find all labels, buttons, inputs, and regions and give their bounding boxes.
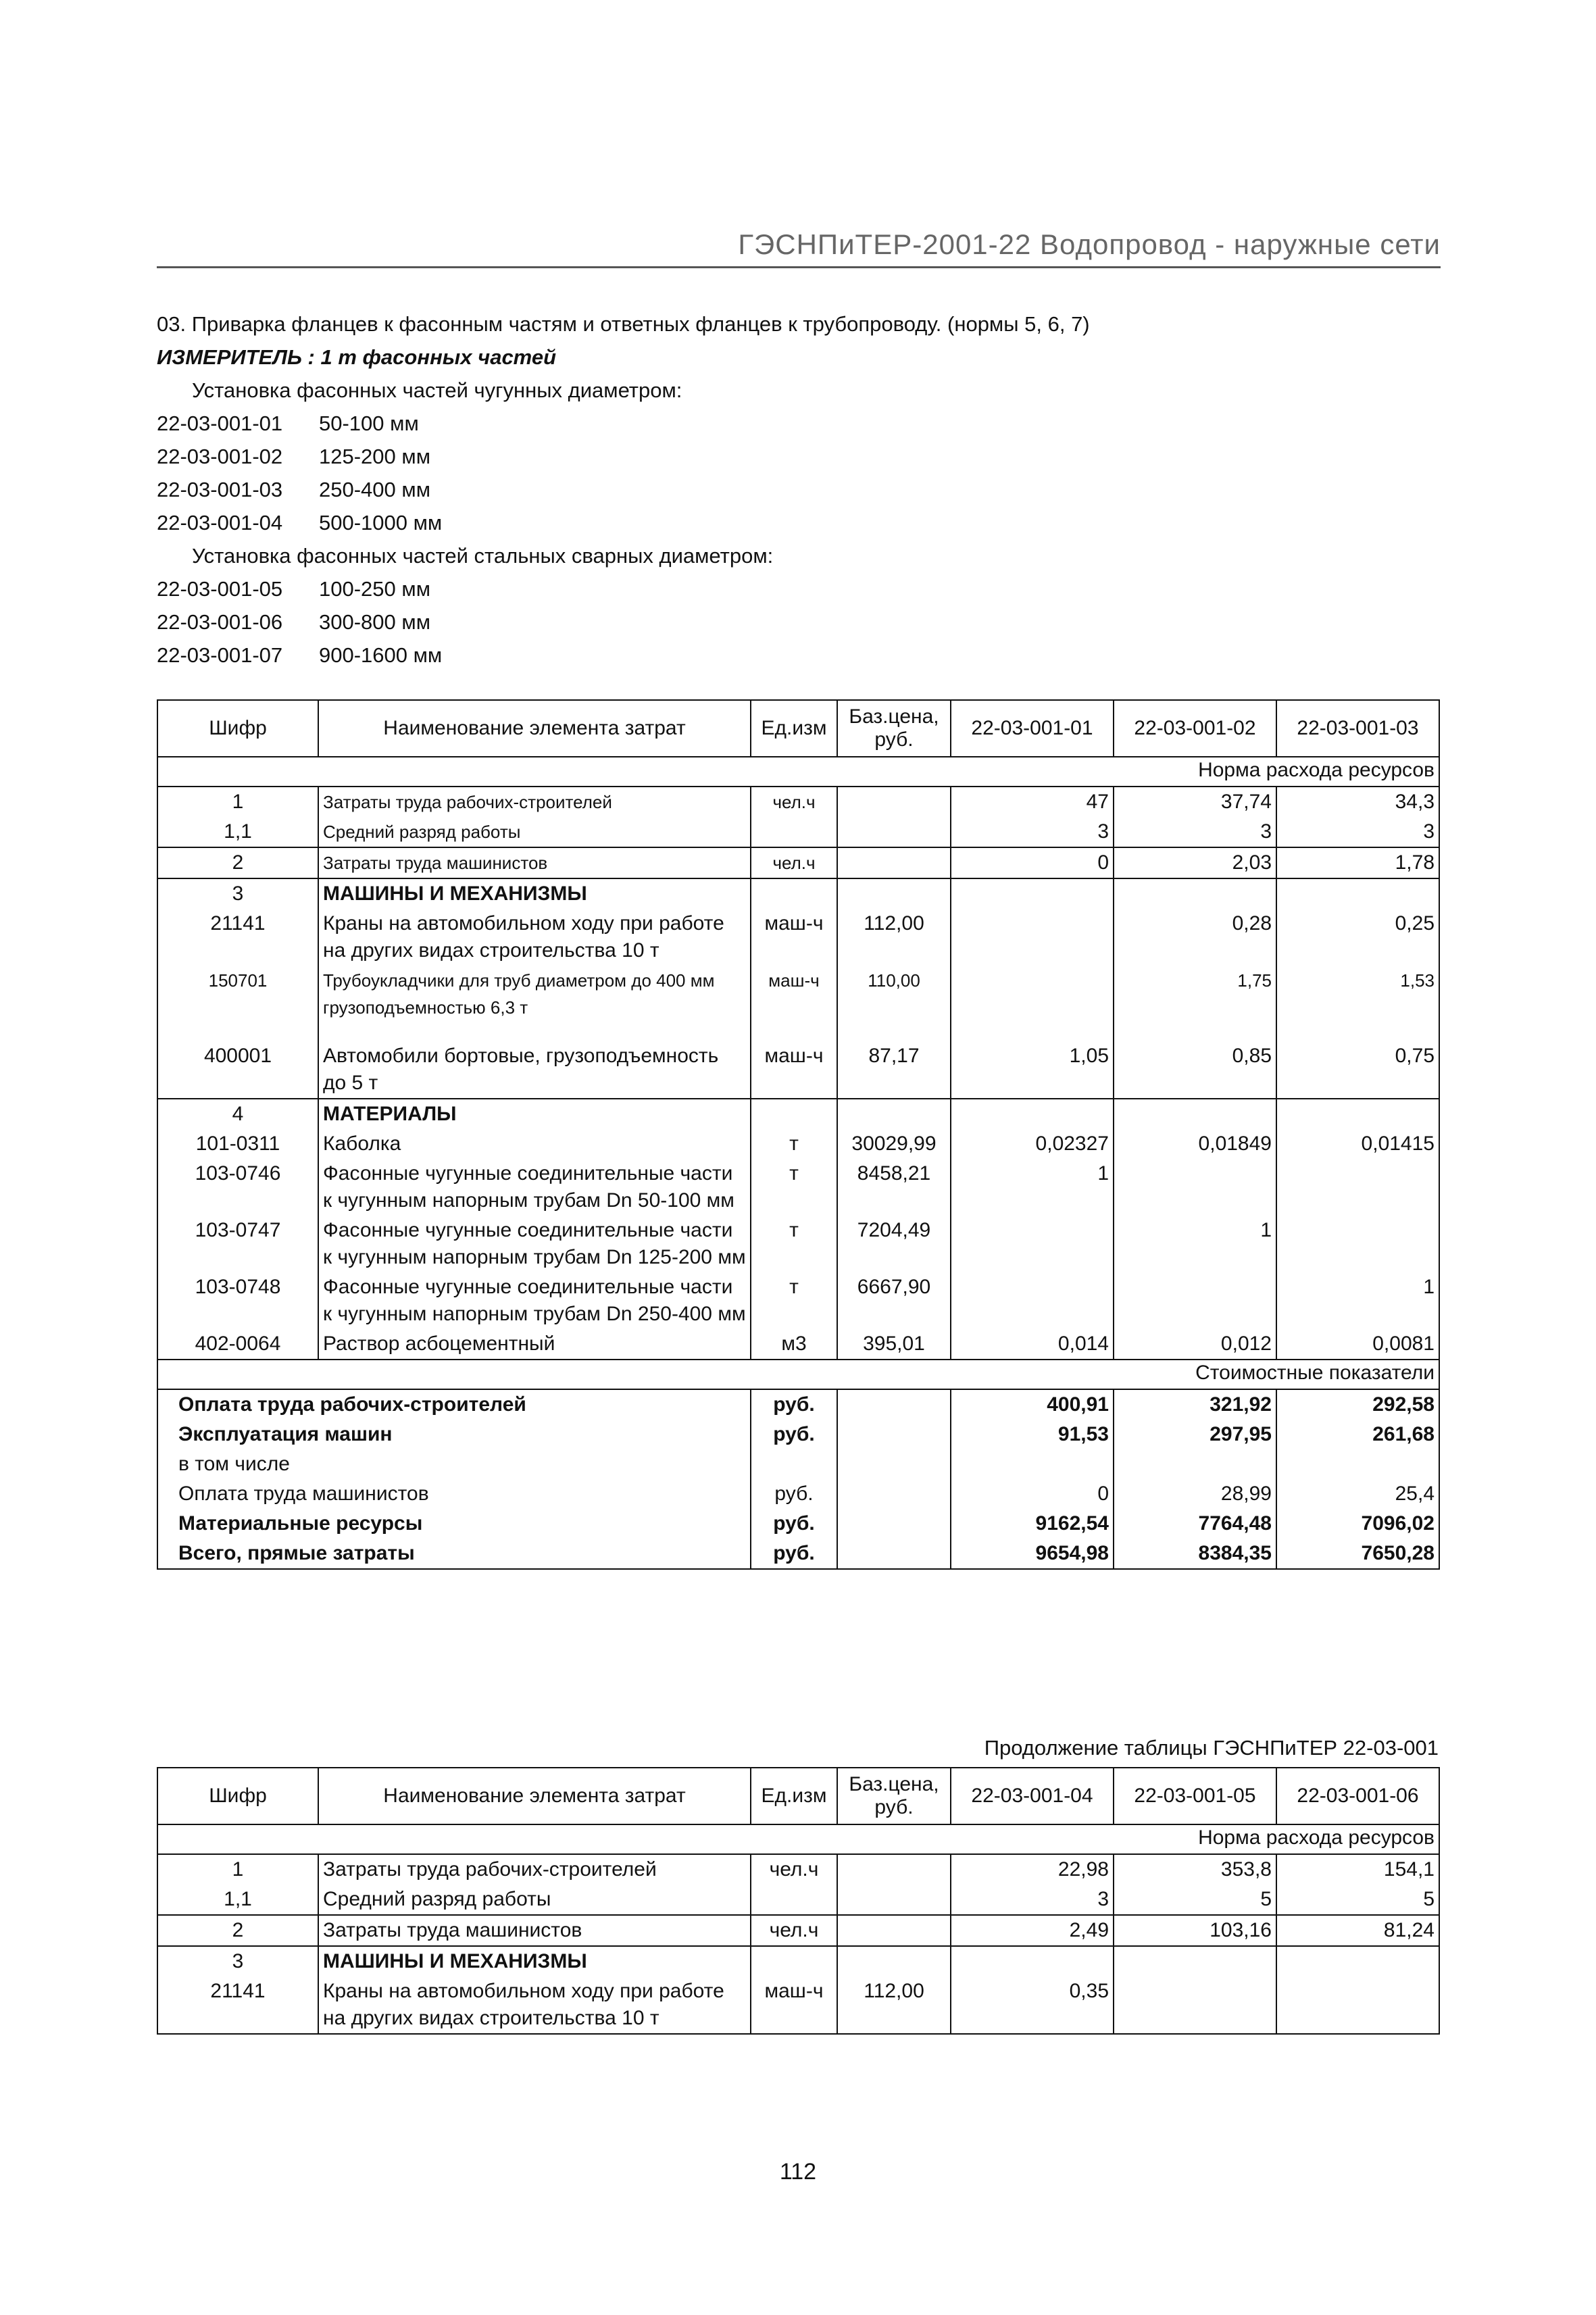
cell-value: 0,85 bbox=[1114, 1041, 1276, 1099]
empty-cell bbox=[837, 1389, 951, 1420]
cost-value bbox=[1276, 1449, 1439, 1479]
cost-value: 321,92 bbox=[1114, 1389, 1276, 1420]
cell-value bbox=[1114, 1099, 1276, 1129]
cell-value: 1 bbox=[1114, 1216, 1276, 1272]
cell-price bbox=[837, 1885, 951, 1915]
table-row bbox=[157, 1976, 1439, 2034]
cost-value: 9162,54 bbox=[951, 1509, 1114, 1539]
cell-value bbox=[1276, 878, 1439, 909]
norm-code: 22-03-001-07 bbox=[157, 643, 283, 667]
section-label: Норма расхода ресурсов bbox=[157, 757, 1439, 787]
table-row bbox=[157, 1854, 1439, 1885]
cell-value: 154,1 bbox=[1276, 1854, 1439, 1885]
table-row bbox=[157, 787, 1439, 817]
cell-value: 0,01415 bbox=[1276, 1129, 1439, 1159]
norm-list-item bbox=[157, 473, 1441, 506]
cell-price: 8458,21 bbox=[837, 1159, 951, 1216]
norm-code: 22-03-001-05 bbox=[157, 577, 283, 601]
cell-name: Затраты труда машинистов bbox=[318, 1915, 751, 1946]
cell-code: 103-0748 bbox=[157, 1272, 318, 1329]
cell-value bbox=[1276, 1976, 1439, 2034]
running-header bbox=[157, 223, 1441, 268]
cell-value: 0,014 bbox=[951, 1329, 1114, 1360]
cell-value bbox=[951, 1946, 1114, 1976]
cost-unit: руб. bbox=[751, 1479, 837, 1509]
cell-unit: т bbox=[751, 1216, 837, 1272]
norm-code: 22-03-001-03 bbox=[157, 478, 283, 501]
cell-unit: т bbox=[751, 1129, 837, 1159]
norm-code: 22-03-001-02 bbox=[157, 445, 283, 468]
cell-name: Затраты труда рабочих-строителей bbox=[318, 787, 751, 817]
cell-value: 3 bbox=[951, 1885, 1114, 1915]
cost-unit: руб. bbox=[751, 1389, 837, 1420]
cost-unit bbox=[751, 1449, 837, 1479]
cell-code: 21141 bbox=[157, 909, 318, 966]
cell-price: 112,00 bbox=[837, 909, 951, 966]
norm-range: 125-200 мм bbox=[319, 445, 431, 468]
cost-value: 297,95 bbox=[1114, 1420, 1276, 1449]
cell-value bbox=[1114, 878, 1276, 909]
cell-unit: маш-ч bbox=[751, 909, 837, 966]
column-header: 22-03-001-02 bbox=[1114, 700, 1276, 757]
cell-price bbox=[837, 1099, 951, 1129]
cell-price bbox=[837, 1854, 951, 1885]
norm-list-item bbox=[157, 440, 1441, 473]
cell-code: 400001 bbox=[157, 1041, 318, 1099]
cell-name: МАТЕРИАЛЫ bbox=[318, 1099, 751, 1129]
norm-range: 300-800 мм bbox=[319, 610, 431, 634]
cell-price: 112,00 bbox=[837, 1976, 951, 2034]
column-header: Баз.цена, руб. bbox=[837, 1768, 951, 1824]
table-row bbox=[157, 909, 1439, 966]
cell-value: 0 bbox=[951, 847, 1114, 878]
page-number: 112 bbox=[779, 2159, 817, 2185]
empty-cell bbox=[837, 1479, 951, 1509]
cost-label: в том числе bbox=[157, 1449, 751, 1479]
cell-code: 1,1 bbox=[157, 817, 318, 847]
empty-cell bbox=[837, 1539, 951, 1569]
cell-value: 0,02327 bbox=[951, 1129, 1114, 1159]
cell-value: 2,03 bbox=[1114, 847, 1276, 878]
cell-name: Краны на автомобильном ходу при работе на других видах строительства 10 т bbox=[318, 1976, 751, 2034]
cost-value: 7096,02 bbox=[1276, 1509, 1439, 1539]
cell-value: 1,05 bbox=[951, 1041, 1114, 1099]
table-row bbox=[157, 1041, 1439, 1099]
cost-value: 0 bbox=[951, 1479, 1114, 1509]
cell-value bbox=[1276, 1159, 1439, 1216]
column-header: Баз.цена, руб. bbox=[837, 700, 951, 757]
column-header: Ед.изм bbox=[751, 1768, 837, 1824]
cell-name: Фасонные чугунные соединительные части к чугунным напорным трубам Dn 250-400 мм bbox=[318, 1272, 751, 1329]
norm-list-item bbox=[157, 605, 1441, 639]
cost-value: 261,68 bbox=[1276, 1420, 1439, 1449]
table-row bbox=[157, 1329, 1439, 1360]
cell-price bbox=[837, 847, 951, 878]
cell-price bbox=[837, 817, 951, 847]
cell-value bbox=[1276, 1216, 1439, 1272]
column-header: Шифр bbox=[157, 1768, 318, 1824]
cell-value: 103,16 bbox=[1114, 1915, 1276, 1946]
norm-code: 22-03-001-01 bbox=[157, 412, 283, 435]
cell-value bbox=[1114, 1946, 1276, 1976]
section-label: Норма расхода ресурсов bbox=[157, 1824, 1439, 1854]
table-row bbox=[157, 1946, 1439, 1976]
cell-name: Средний разряд работы bbox=[318, 1885, 751, 1915]
cell-price: 395,01 bbox=[837, 1329, 951, 1360]
cell-name: Краны на автомобильном ходу при работе на других видах строительства 10 т bbox=[318, 909, 751, 966]
cell-code: 1 bbox=[157, 1854, 318, 1885]
column-header: Наименование элемента затрат bbox=[318, 700, 751, 757]
cell-value: 34,3 bbox=[1276, 787, 1439, 817]
cost-value: 9654,98 bbox=[951, 1539, 1114, 1569]
column-header: 22-03-001-05 bbox=[1114, 1768, 1276, 1824]
cell-price: 6667,90 bbox=[837, 1272, 951, 1329]
norm-code: 22-03-001-06 bbox=[157, 610, 283, 634]
cell-value: 5 bbox=[1114, 1885, 1276, 1915]
cell-unit: чел.ч bbox=[751, 1854, 837, 1885]
column-header: Наименование элемента затрат bbox=[318, 1768, 751, 1824]
cost-row bbox=[157, 1509, 1439, 1539]
cell-unit bbox=[751, 878, 837, 909]
cell-name: Фасонные чугунные соединительные части к чугунным напорным трубам Dn 50-100 мм bbox=[318, 1159, 751, 1216]
cost-unit: руб. bbox=[751, 1509, 837, 1539]
cell-code: 3 bbox=[157, 1946, 318, 1976]
norm-list-item bbox=[157, 407, 1441, 440]
cell-unit: чел.ч bbox=[751, 847, 837, 878]
cell-unit: маш-ч bbox=[751, 966, 837, 1041]
cell-name: МАШИНЫ И МЕХАНИЗМЫ bbox=[318, 1946, 751, 1976]
column-header: 22-03-001-06 bbox=[1276, 1768, 1439, 1824]
cell-code: 150701 bbox=[157, 966, 318, 1041]
norm-code: 22-03-001-04 bbox=[157, 511, 283, 534]
table-row bbox=[157, 817, 1439, 847]
table-row bbox=[157, 878, 1439, 909]
cell-value: 0,0081 bbox=[1276, 1329, 1439, 1360]
cost-row bbox=[157, 1449, 1439, 1479]
column-header: 22-03-001-03 bbox=[1276, 700, 1439, 757]
cell-unit: чел.ч bbox=[751, 1915, 837, 1946]
table-row bbox=[157, 1159, 1439, 1216]
cell-price bbox=[837, 1946, 951, 1976]
cell-name: Затраты труда машинистов bbox=[318, 847, 751, 878]
running-header-title: ГЭСНПиТЕР-2001-22 Водопровод - наружные сети bbox=[738, 228, 1441, 260]
cell-value: 5 bbox=[1276, 1885, 1439, 1915]
table-row bbox=[157, 1272, 1439, 1329]
cell-value bbox=[1276, 1946, 1439, 1976]
cost-unit: руб. bbox=[751, 1539, 837, 1569]
resource-table-2 bbox=[157, 1767, 1440, 2035]
cost-value: 7650,28 bbox=[1276, 1539, 1439, 1569]
cell-value: 1,75 bbox=[1114, 966, 1276, 1041]
cell-code: 2 bbox=[157, 1915, 318, 1946]
table-row bbox=[157, 1129, 1439, 1159]
cell-name: Фасонные чугунные соединительные части к чугунным напорным трубам Dn 125-200 мм bbox=[318, 1216, 751, 1272]
cell-name: Каболка bbox=[318, 1129, 751, 1159]
table-row bbox=[157, 1885, 1439, 1915]
cell-code: 3 bbox=[157, 878, 318, 909]
cell-code: 2 bbox=[157, 847, 318, 878]
norm-list-item bbox=[157, 572, 1441, 605]
norm-range: 900-1600 мм bbox=[319, 643, 443, 667]
cell-value: 1,53 bbox=[1276, 966, 1439, 1041]
cell-unit bbox=[751, 1946, 837, 1976]
cell-value: 47 bbox=[951, 787, 1114, 817]
cell-price: 87,17 bbox=[837, 1041, 951, 1099]
cell-price: 7204,49 bbox=[837, 1216, 951, 1272]
norm-range: 250-400 мм bbox=[319, 478, 431, 501]
column-header: Шифр bbox=[157, 700, 318, 757]
cost-label: Оплата труда рабочих-строителей bbox=[157, 1389, 751, 1420]
cell-code: 103-0746 bbox=[157, 1159, 318, 1216]
cost-value: 292,58 bbox=[1276, 1389, 1439, 1420]
section-label: Стоимостные показатели bbox=[157, 1360, 1439, 1389]
cell-unit bbox=[751, 817, 837, 847]
cell-value: 3 bbox=[1276, 817, 1439, 847]
cost-label: Оплата труда машинистов bbox=[157, 1479, 751, 1509]
cell-value bbox=[1114, 1976, 1276, 2034]
cost-unit: руб. bbox=[751, 1420, 837, 1449]
cost-value: 28,99 bbox=[1114, 1479, 1276, 1509]
table-header-row bbox=[157, 700, 1439, 757]
section-row bbox=[157, 1824, 1439, 1854]
cell-value: 81,24 bbox=[1276, 1915, 1439, 1946]
cost-row bbox=[157, 1420, 1439, 1449]
table-row bbox=[157, 966, 1439, 1041]
cell-unit: маш-ч bbox=[751, 1041, 837, 1099]
cell-value: 0,25 bbox=[1276, 909, 1439, 966]
section-intro bbox=[157, 307, 1441, 672]
cell-code: 101-0311 bbox=[157, 1129, 318, 1159]
cell-name: Трубоукладчики для труб диаметром до 400 мм грузоподъемностью 6,3 т bbox=[318, 966, 751, 1041]
empty-cell bbox=[837, 1420, 951, 1449]
cell-value bbox=[1114, 1272, 1276, 1329]
table-row bbox=[157, 1915, 1439, 1946]
cell-unit: т bbox=[751, 1272, 837, 1329]
continuation-note: Продолжение таблицы ГЭСНПиТЕР 22-03-001 bbox=[984, 1736, 1439, 1760]
cell-code: 21141 bbox=[157, 1976, 318, 2034]
column-header: 22-03-001-01 bbox=[951, 700, 1114, 757]
cell-name: Затраты труда рабочих-строителей bbox=[318, 1854, 751, 1885]
table-row bbox=[157, 1216, 1439, 1272]
cost-row bbox=[157, 1539, 1439, 1569]
cell-unit: чел.ч bbox=[751, 787, 837, 817]
cell-name: Автомобили бортовые, грузоподъемность до 5 т bbox=[318, 1041, 751, 1099]
cost-value: 8384,35 bbox=[1114, 1539, 1276, 1569]
cell-value bbox=[951, 878, 1114, 909]
cell-price bbox=[837, 1915, 951, 1946]
table-row bbox=[157, 1099, 1439, 1129]
cost-value: 7764,48 bbox=[1114, 1509, 1276, 1539]
cell-name: МАШИНЫ И МЕХАНИЗМЫ bbox=[318, 878, 751, 909]
cell-value: 0,01849 bbox=[1114, 1129, 1276, 1159]
cell-code: 103-0747 bbox=[157, 1216, 318, 1272]
cost-row bbox=[157, 1389, 1439, 1420]
cell-value bbox=[951, 966, 1114, 1041]
empty-cell bbox=[837, 1449, 951, 1479]
norm-list-item bbox=[157, 639, 1441, 672]
cell-unit: т bbox=[751, 1159, 837, 1216]
cell-unit: маш-ч bbox=[751, 1976, 837, 2034]
column-header: 22-03-001-04 bbox=[951, 1768, 1114, 1824]
cell-value bbox=[1276, 1099, 1439, 1129]
cell-code: 4 bbox=[157, 1099, 318, 1129]
cell-price: 30029,99 bbox=[837, 1129, 951, 1159]
cell-value bbox=[951, 1272, 1114, 1329]
section-row bbox=[157, 757, 1439, 787]
cell-value: 2,49 bbox=[951, 1915, 1114, 1946]
cell-value bbox=[951, 1099, 1114, 1129]
section-title: 03. Приварка фланцев к фасонным частям и ответных фланцев к трубопроводу. (нормы 5, 6, 7) bbox=[157, 312, 1090, 336]
cell-name: Раствор асбоцементный bbox=[318, 1329, 751, 1360]
cost-value: 25,4 bbox=[1276, 1479, 1439, 1509]
cell-value: 0,28 bbox=[1114, 909, 1276, 966]
resource-table-1 bbox=[157, 699, 1440, 1570]
cell-price: 110,00 bbox=[837, 966, 951, 1041]
cell-value: 353,8 bbox=[1114, 1854, 1276, 1885]
cell-value: 3 bbox=[1114, 817, 1276, 847]
cell-value: 3 bbox=[951, 817, 1114, 847]
section-row bbox=[157, 1360, 1439, 1389]
cell-value: 37,74 bbox=[1114, 787, 1276, 817]
cell-value bbox=[1114, 1159, 1276, 1216]
cell-unit bbox=[751, 1099, 837, 1129]
column-header: Ед.изм bbox=[751, 700, 837, 757]
cell-code: 402-0064 bbox=[157, 1329, 318, 1360]
cell-value: 22,98 bbox=[951, 1854, 1114, 1885]
table-row bbox=[157, 847, 1439, 878]
cell-code: 1 bbox=[157, 787, 318, 817]
norm-range: 500-1000 мм bbox=[319, 511, 443, 534]
cell-price bbox=[837, 878, 951, 909]
group-title: Установка фасонных частей стальных сварных диаметром: bbox=[192, 544, 774, 568]
cell-code: 1,1 bbox=[157, 1885, 318, 1915]
cost-row bbox=[157, 1479, 1439, 1509]
cell-unit bbox=[751, 1885, 837, 1915]
cost-value bbox=[951, 1449, 1114, 1479]
norm-list-item bbox=[157, 506, 1441, 539]
cost-value: 400,91 bbox=[951, 1389, 1114, 1420]
cost-label: Всего, прямые затраты bbox=[157, 1539, 751, 1569]
measure-unit: ИЗМЕРИТЕЛЬ : 1 т фасонных частей bbox=[157, 345, 557, 369]
cell-value: 1,78 bbox=[1276, 847, 1439, 878]
group-title: Установка фасонных частей чугунных диаметром: bbox=[192, 378, 682, 402]
cell-value: 0,35 bbox=[951, 1976, 1114, 2034]
norm-range: 100-250 мм bbox=[319, 577, 431, 601]
cost-label: Материальные ресурсы bbox=[157, 1509, 751, 1539]
norm-range: 50-100 мм bbox=[319, 412, 419, 435]
cost-value bbox=[1114, 1449, 1276, 1479]
table-header-row bbox=[157, 1768, 1439, 1824]
cell-value: 1 bbox=[951, 1159, 1114, 1216]
cost-label: Эксплуатация машин bbox=[157, 1420, 751, 1449]
cell-value: 1 bbox=[1276, 1272, 1439, 1329]
cell-name: Средний разряд работы bbox=[318, 817, 751, 847]
cell-value bbox=[951, 909, 1114, 966]
cell-unit: м3 bbox=[751, 1329, 837, 1360]
cost-value: 91,53 bbox=[951, 1420, 1114, 1449]
cell-price bbox=[837, 787, 951, 817]
cell-value: 0,012 bbox=[1114, 1329, 1276, 1360]
empty-cell bbox=[837, 1509, 951, 1539]
cell-value bbox=[951, 1216, 1114, 1272]
cell-value: 0,75 bbox=[1276, 1041, 1439, 1099]
